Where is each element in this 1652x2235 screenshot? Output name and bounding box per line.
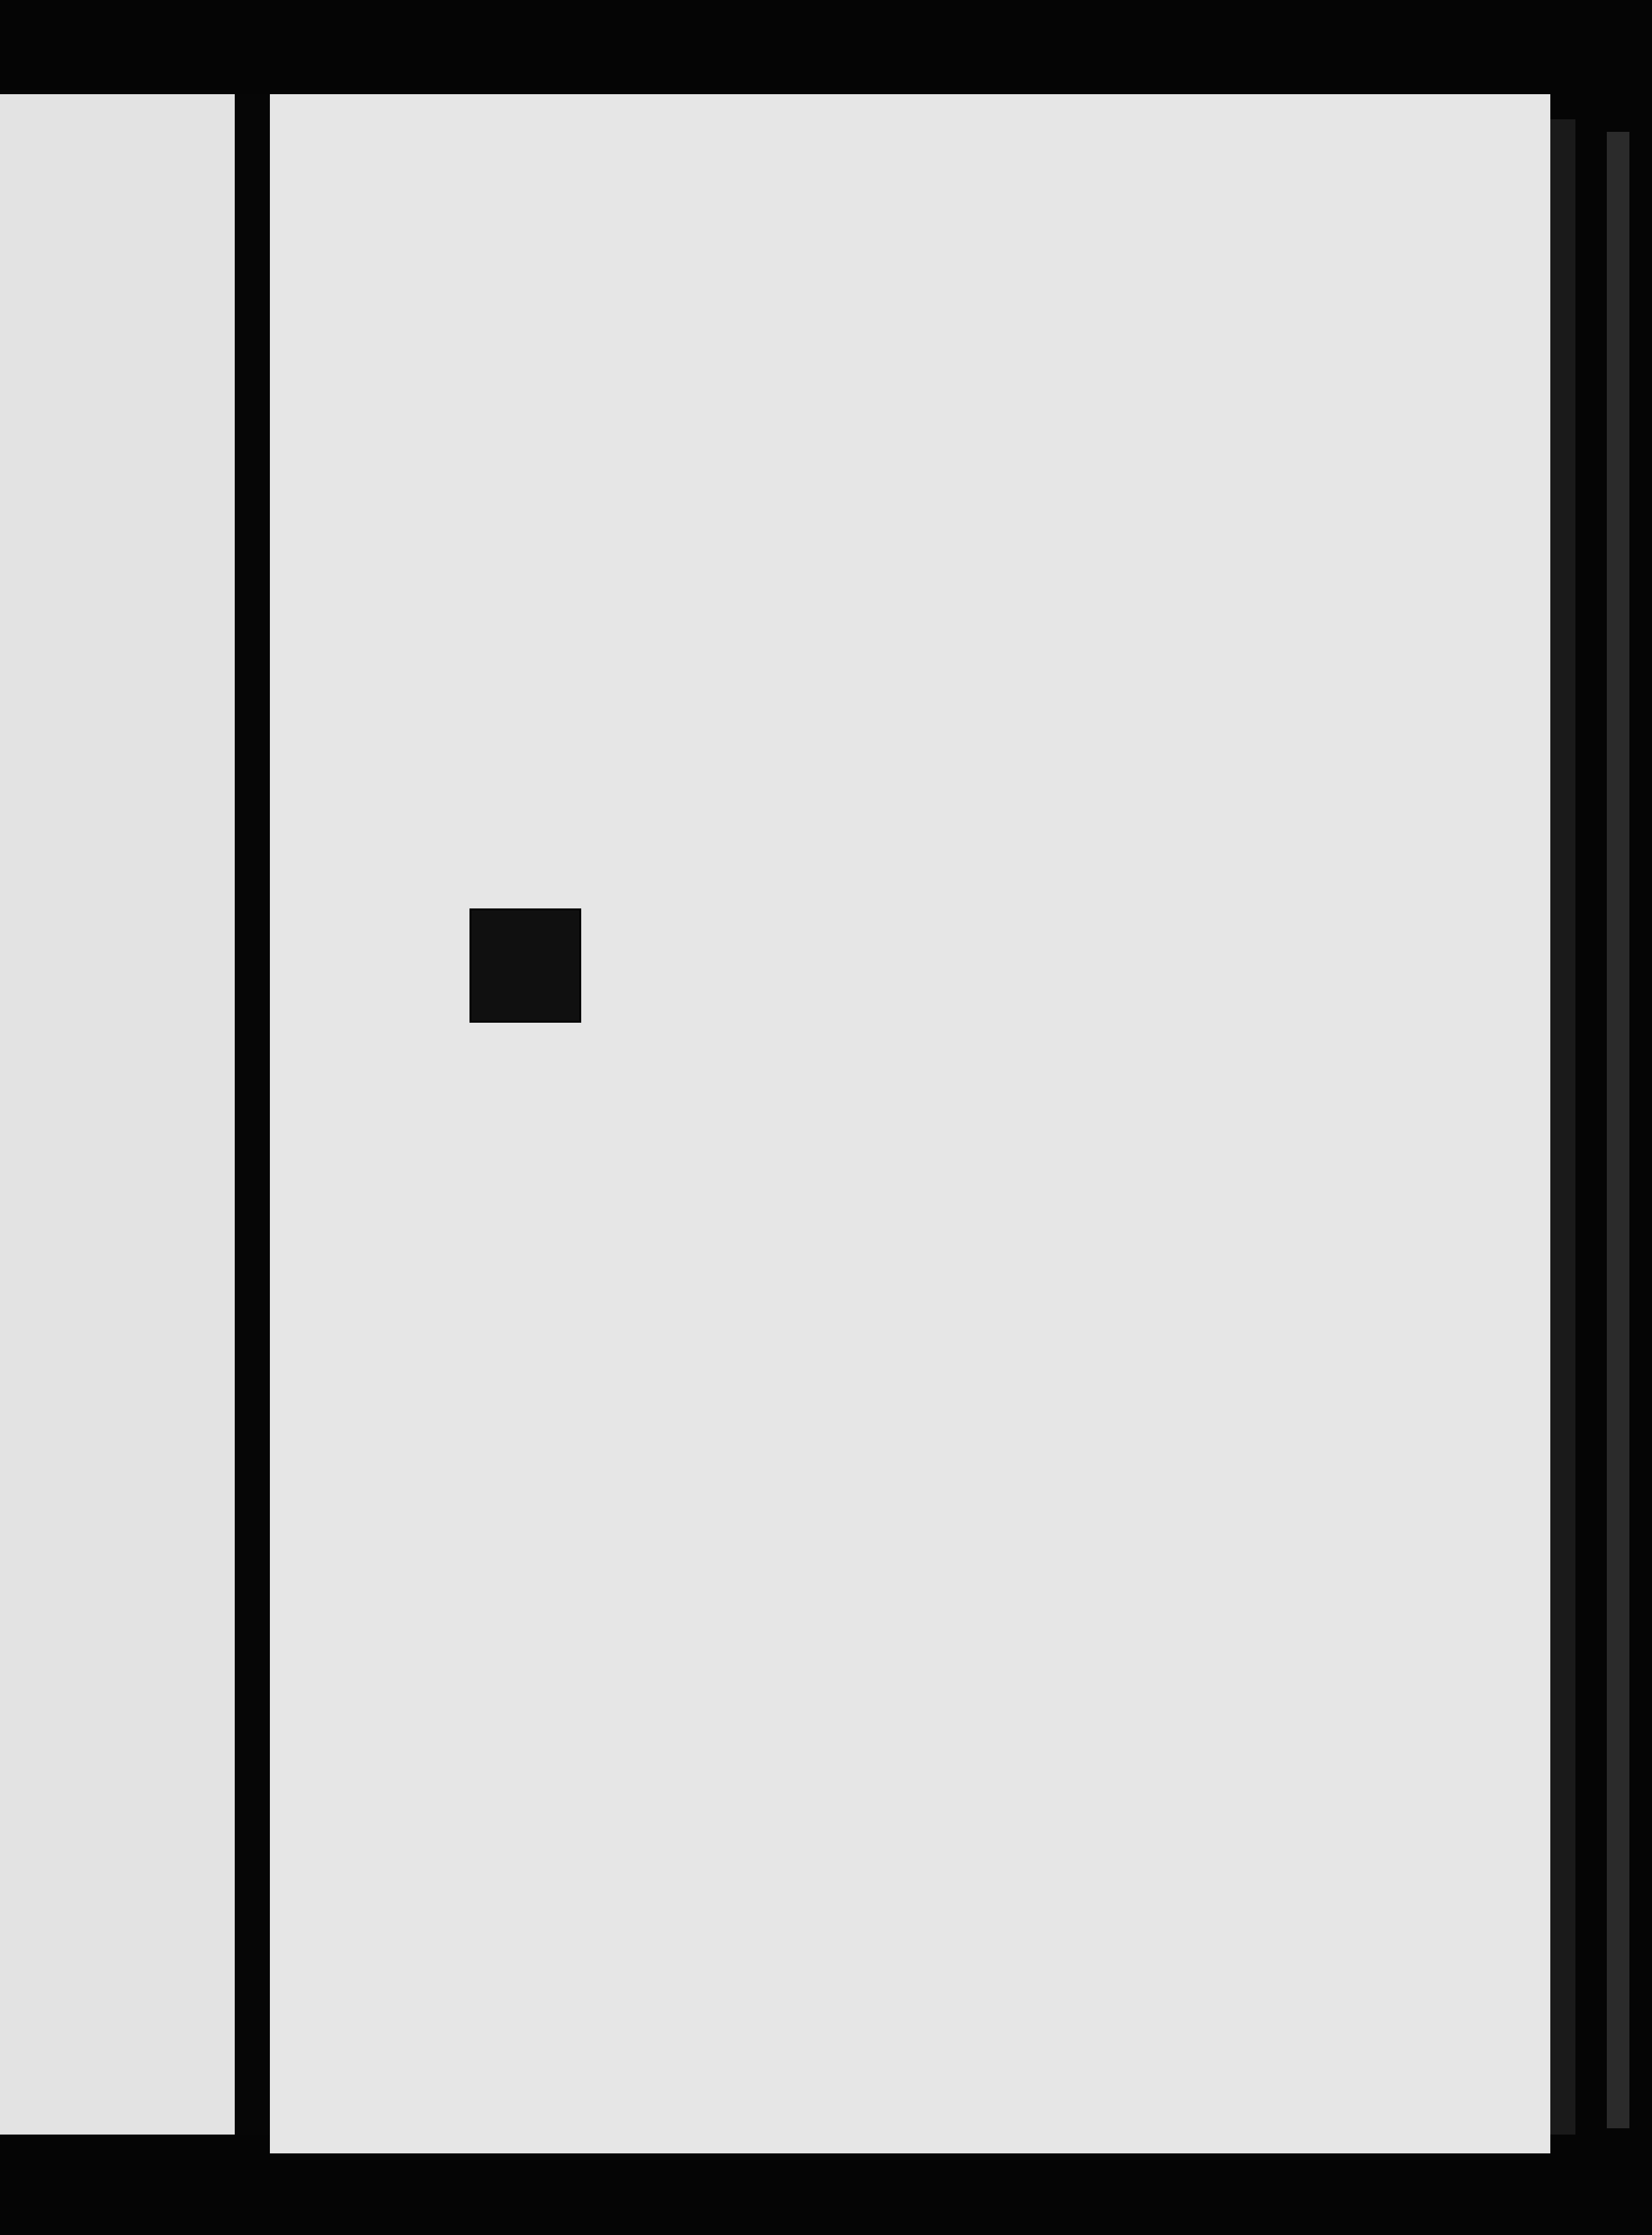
scan-border-strip <box>1607 132 1629 2128</box>
left-page <box>0 94 235 2135</box>
book-gutter <box>235 94 270 2135</box>
right-page <box>270 94 1550 2153</box>
drop-cap-initial <box>469 908 581 1023</box>
page-edge <box>1550 119 1575 2135</box>
chapter-ornament-band <box>486 270 1340 364</box>
